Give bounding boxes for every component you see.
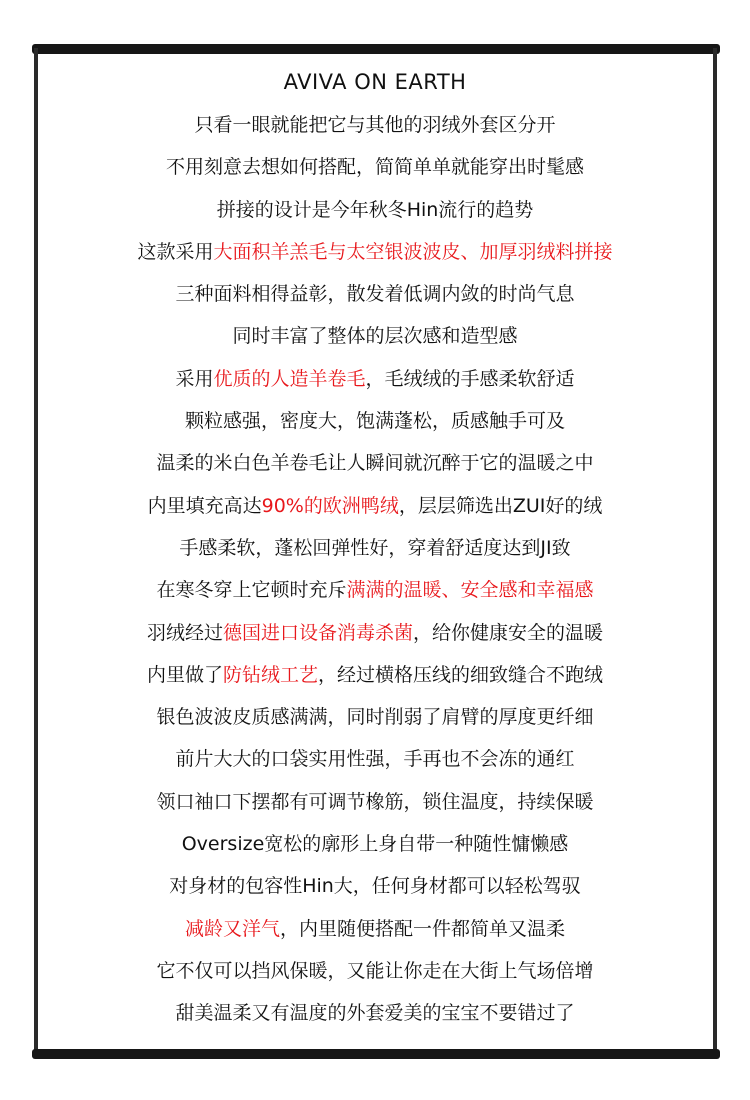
text-line: [40, 738, 710, 780]
line-text: 内里填充高达: [147, 494, 262, 517]
line-text: ，给你健康安全的温暖: [413, 621, 604, 644]
line-text: Oversize宽松的廓形上身自带一种随性慵懒感: [181, 833, 569, 856]
line-text: 这款采用: [137, 240, 214, 263]
line-text: 温柔的米白色羊卷毛让人瞬间就沉醉于它的温暖之中: [156, 452, 594, 475]
text-line: [40, 654, 710, 696]
line-text: 手感柔软，蓬松回弹性好，穿着舒适度达到JI致: [179, 536, 571, 559]
text-line: [40, 315, 710, 357]
line-text: 前片大大的口袋实用性强，手再也不会冻的通红: [175, 748, 575, 771]
frame-bottom-border: [32, 1049, 720, 1059]
text-line: [40, 104, 710, 146]
text-line: [40, 865, 710, 907]
highlighted-text: 防钻绒工艺: [222, 663, 318, 686]
description-lines: [40, 104, 710, 1035]
line-text: 领口袖口下摆都有可调节橡筋，锁住温度，持续保暖: [156, 790, 594, 813]
line-text: 三种面料相得益彰，散发着低调内敛的时尚气息: [175, 283, 575, 306]
text-line: [40, 992, 710, 1034]
frame-left-border: [34, 48, 38, 1054]
line-text: 它不仅可以挡风保暖，又能让你走在大街上气场倍增: [156, 959, 594, 982]
line-text: 采用: [175, 367, 214, 390]
text-line: [40, 146, 710, 188]
highlighted-text: 大面积羊羔毛与太空银波波皮、加厚羽绒料拼接: [213, 240, 613, 263]
highlighted-text: 90%的欧洲鸭绒: [261, 494, 399, 517]
text-line: [40, 950, 710, 992]
line-text: 羽绒经过: [146, 621, 223, 644]
line-text: 对身材的包容性Hin大，任何身材都可以轻松驾驭: [169, 875, 581, 898]
text-line: [40, 485, 710, 527]
line-text: ，内里随便搭配一件都简单又温柔: [280, 917, 566, 940]
text-line: [40, 569, 710, 611]
text-line: [40, 358, 710, 400]
highlighted-text: 满满的温暖、安全感和幸福感: [346, 579, 594, 602]
text-line: [40, 612, 710, 654]
line-text: 只看一眼就能把它与其他的羽绒外套区分开: [194, 114, 556, 136]
text-line: [40, 400, 710, 442]
brand-title: AVIVA ON EARTH: [283, 70, 467, 94]
line-text: ，经过横格压线的细致缝合不跑绒: [318, 663, 604, 686]
line-text: ，层层筛选出ZUI好的绒: [398, 494, 603, 517]
line-text: 颗粒感强，密度大，饱满蓬松，质感触手可及: [184, 410, 565, 433]
line-text: 银色波波皮质感满满，同时削弱了肩臂的厚度更纤细: [156, 706, 594, 729]
text-line: [40, 189, 710, 231]
line-text: 拼接的设计是今年秋冬Hin流行的趋势: [216, 198, 534, 221]
line-text: 不用刻意去想如何搭配，简简单单就能穿出时髦感: [165, 156, 584, 179]
description-panel: [40, 60, 710, 1044]
line-text: 在寒冬穿上它顿时充斥: [156, 579, 347, 602]
highlighted-text: 优质的人造羊卷毛: [213, 367, 366, 390]
text-line: [40, 908, 710, 950]
frame-right-border: [713, 48, 717, 1054]
text-line: [40, 231, 710, 273]
frame-top-border: [32, 44, 720, 54]
line-text: 同时丰富了整体的层次感和造型感: [232, 325, 518, 348]
line-text: ，毛绒绒的手感柔软舒适: [365, 367, 575, 390]
text-line: [40, 527, 710, 569]
text-line: [40, 273, 710, 315]
text-line: [40, 823, 710, 865]
highlighted-text: 德国进口设备消毒杀菌: [222, 621, 413, 644]
line-text: 内里做了: [146, 663, 223, 686]
text-line: [40, 696, 710, 738]
highlighted-text: 减龄又洋气: [184, 917, 280, 940]
text-line: [40, 442, 710, 484]
line-text: 甜美温柔又有温度的外套爱美的宝宝不要错过了: [175, 1002, 575, 1025]
text-line: [40, 781, 710, 823]
